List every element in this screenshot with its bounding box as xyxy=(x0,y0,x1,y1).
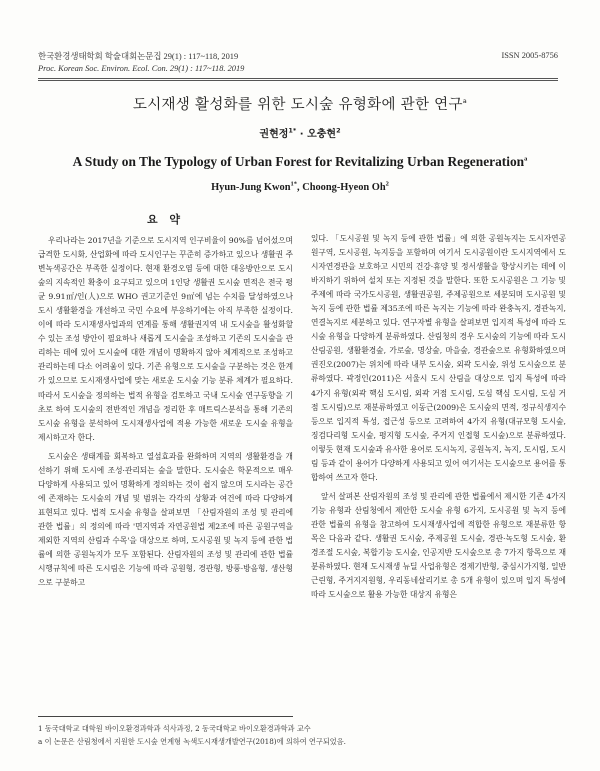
footnote-rule xyxy=(38,716,293,717)
footnotes xyxy=(38,722,346,748)
abstract-right-column xyxy=(311,232,566,602)
abstract-left-column xyxy=(38,234,293,590)
authors-english: Hyun-Jung Kwon$^{1*}$, Choong-Hyeon Oh$^2$ xyxy=(211,180,389,193)
issn: ISSN 2005-8756 xyxy=(501,51,558,60)
header-rule-2 xyxy=(38,80,558,81)
header-rule xyxy=(38,78,558,79)
title-english: A Study on The Typology of Urban Forest for Revitalizing Urban Regeneration$^a$ xyxy=(72,154,528,169)
paragraph: 도시숲은 생태계를 회복하고 열섬효과를 완화하며 지역의 생활환경을 개선하기 위해 도시에 조성·관리되는 숲을 말한다. 도시숲은 학문적으로 매우 다양하게 사용되고 있어 명확하게 정의하는 것이 쉽지 않으며 도시라는 공간에 존재하는 도시숲의 개념 및 범위는 각각의 상황과 여건에 따라 다양하게 표현되고 있다. 법적 도시숲 유형을 살펴보면 「산림자원의 조성 및 관리에 관한 법률」의 정의에 따라 '면지역과 자연공원법 제2조에 따른 공원구역을 제외한 지역의 산림과 수목'을 대상으로 하며, 도시공원 및 녹지 등에 관한 법률에 의한 공원녹지가 모두 포함된다. 산림자원의 조성 및 관리에 관한 법률 시행규칙에 따른 도시림은 기능에 따라 공원형, 경관형, 방풍·방음형, 생산형으로 구분하고 xyxy=(38,451,293,588)
authors-korean: 권현정$^{1*}$ · 오충현$^2$ xyxy=(259,126,341,140)
abstract-heading: 요 약 xyxy=(146,213,185,226)
footnote-funding: a 이 논문은 산림청에서 지원한 도시숲 연계형 녹색도시재생개발연구(2018)에 의하여 연구되었음. xyxy=(38,737,346,746)
title-korean: 도시재생 활성화를 위한 도시숲 유형화에 관한 연구$^a$ xyxy=(132,97,468,113)
journal-name-ko: 한국환경생태학회 학술대회논문집 29(1) : 117~118, 2019 xyxy=(38,52,239,61)
paragraph: 앞서 살펴본 산림자원의 조성 및 관리에 관한 법률에서 제시한 기존 4가지 기능 유형과 산림청에서 제안한 도시숲 유형 6가지, 도시공원 및 녹지 등에 관한 법률의 유형을 참고하여 도시재생사업에 적합한 유형으로 재분류한 항목은 다음과 같다. 생활권 도시숲, 주제공원 도시숲, 경관·녹도형 도시숲, 환경조절 도시숲, 복합기능 도시숲, 인공지반 도시숲으로 총 7가지 항목으로 재분류하였다. 현재 도시재생 뉴딜 사업유형은 경제기반형, 중심시가지형, 일반근린형, 주거지지원형, 우리동네살리기로 총 5개 유형이 있으며 입지 특성에 따라 도시숲으로 활용 가능한 대상지 유형은 xyxy=(311,491,566,600)
paragraph: 우리나라는 2017년을 기준으로 도시지역 인구비율이 90%를 넘어섰으며 급격한 도시화, 산업화에 따라 도시인구는 꾸준히 증가하고 있으나 생활권 주변녹색공간은 부족한 실정이다. 현재 환경오염 등에 대한 대응방안으로 도시숲의 지속적인 확충이 요구되고 있으며 1인당 생활권 도시숲 면적은 전국 평균 9.91㎡/인(人)으로 WHO 권고기준인 9㎡에 넘는 수치를 달성하였으나 도시 생활환경을 개선하고 국민 수요에 부응하기에는 아직 부족한 실정이다. 이에 따라 도시재생사업과의 연계를 통해 생활권지역 내 도시숲을 활성화할 수 있는 조성 방안이 필요하나 새롭게 도시숲을 조성하고 기존의 도시숲을 관리하는 데에 있어 도시숲에 대한 개념이 명확하지 않아 체계적으로 조성하고 관리하는데 다소 어려움이 있다. 기존 유형으로 도시숲을 구분하는 것은 한계가 있으므로 도시재생사업에 맞는 새로운 도시숲 기능 분류 체계가 필요하다. 따라서 도시숲을 정의하는 법적 유형을 검토하고 국내 도시숲 연구동향을 기초로 하여 도시숲의 전반적인 개념을 정리한 후 매트릭스분석을 통해 기존의 도시숲 유형을 분석하여 도시재생사업에 적용 가능한 새로운 도시숲 유형을 제시하고자 한다. xyxy=(38,236,293,442)
journal-header xyxy=(38,51,244,75)
journal-name-en: Proc. Korean Soc. Environ. Ecol. Con. 29(1) : 117~118. 2019 xyxy=(38,64,245,73)
footnote-affiliation: 1 동국대학교 대학원 바이오환경과학과 석사과정, 2 동국대학교 바이오환경과학과 교수 xyxy=(38,724,311,733)
paragraph: 있다. 「도시공원 및 녹지 등에 관한 법률」에 의한 공원녹지는 도시자연공원구역, 도시공원, 녹지등을 포함하며 여기서 도시공원이란 도시지역에서 도시자연경관을 보호하고 시민의 건강·휴양 및 정서생활을 향상시키는 데에 이바지하기 위하여 설치 또는 지정된 것을 말한다. 또한 도시공원은 그 기능 및 주제에 따라 국가도시공원, 생활권공원, 주제공원으로 세분되며 도시공원 및 녹지 등에 관한 법률 제35조에 따른 녹지는 기능에 따라 완충녹지, 경관녹지, 연결녹지로 세분하고 있다. 연구자별 유형을 살펴보면 입지적 특성에 따라 도시숲 유형을 다양하게 분류하였다. 산림청의 경우 도시숲의 기능에 따라 도시산림공원, 생활환경숲, 가로숲, 명상숲, 마을숲, 경관숲으로 유형화하였으며 권진오(2007)는 위치에 따라 내부 도시숲, 외곽 도시숲, 위성 도시숲으로 분류하였다. 곽정인(2011)은 서울시 도시 산림을 대상으로 입지 특성에 따라 4가지 유형(외곽 핵심 도시림, 외곽 거점 도시림, 도심 핵심 도시림, 도심 거점 도시림)으로 재분류하였고 이동근(2009)은 도시숲의 면적, 정규식생지수 등으로 입지적 특성, 접근성 등으로 고려하여 4가지 유형(대규모형 도시숲, 징검다리형 도시숲, 평지형 도시숲, 주거지 인접형 도시숲)으로 분류하였다. 이렇듯 현재 도시숲과 유사한 용어로 도시녹지, 공원녹지, 녹지, 도시림, 도시림 등과 같이 용어가 다양하게 사용되고 있어 여기서는 도시숲으로 용어를 통합하여 쓰고자 한다. xyxy=(311,234,566,482)
